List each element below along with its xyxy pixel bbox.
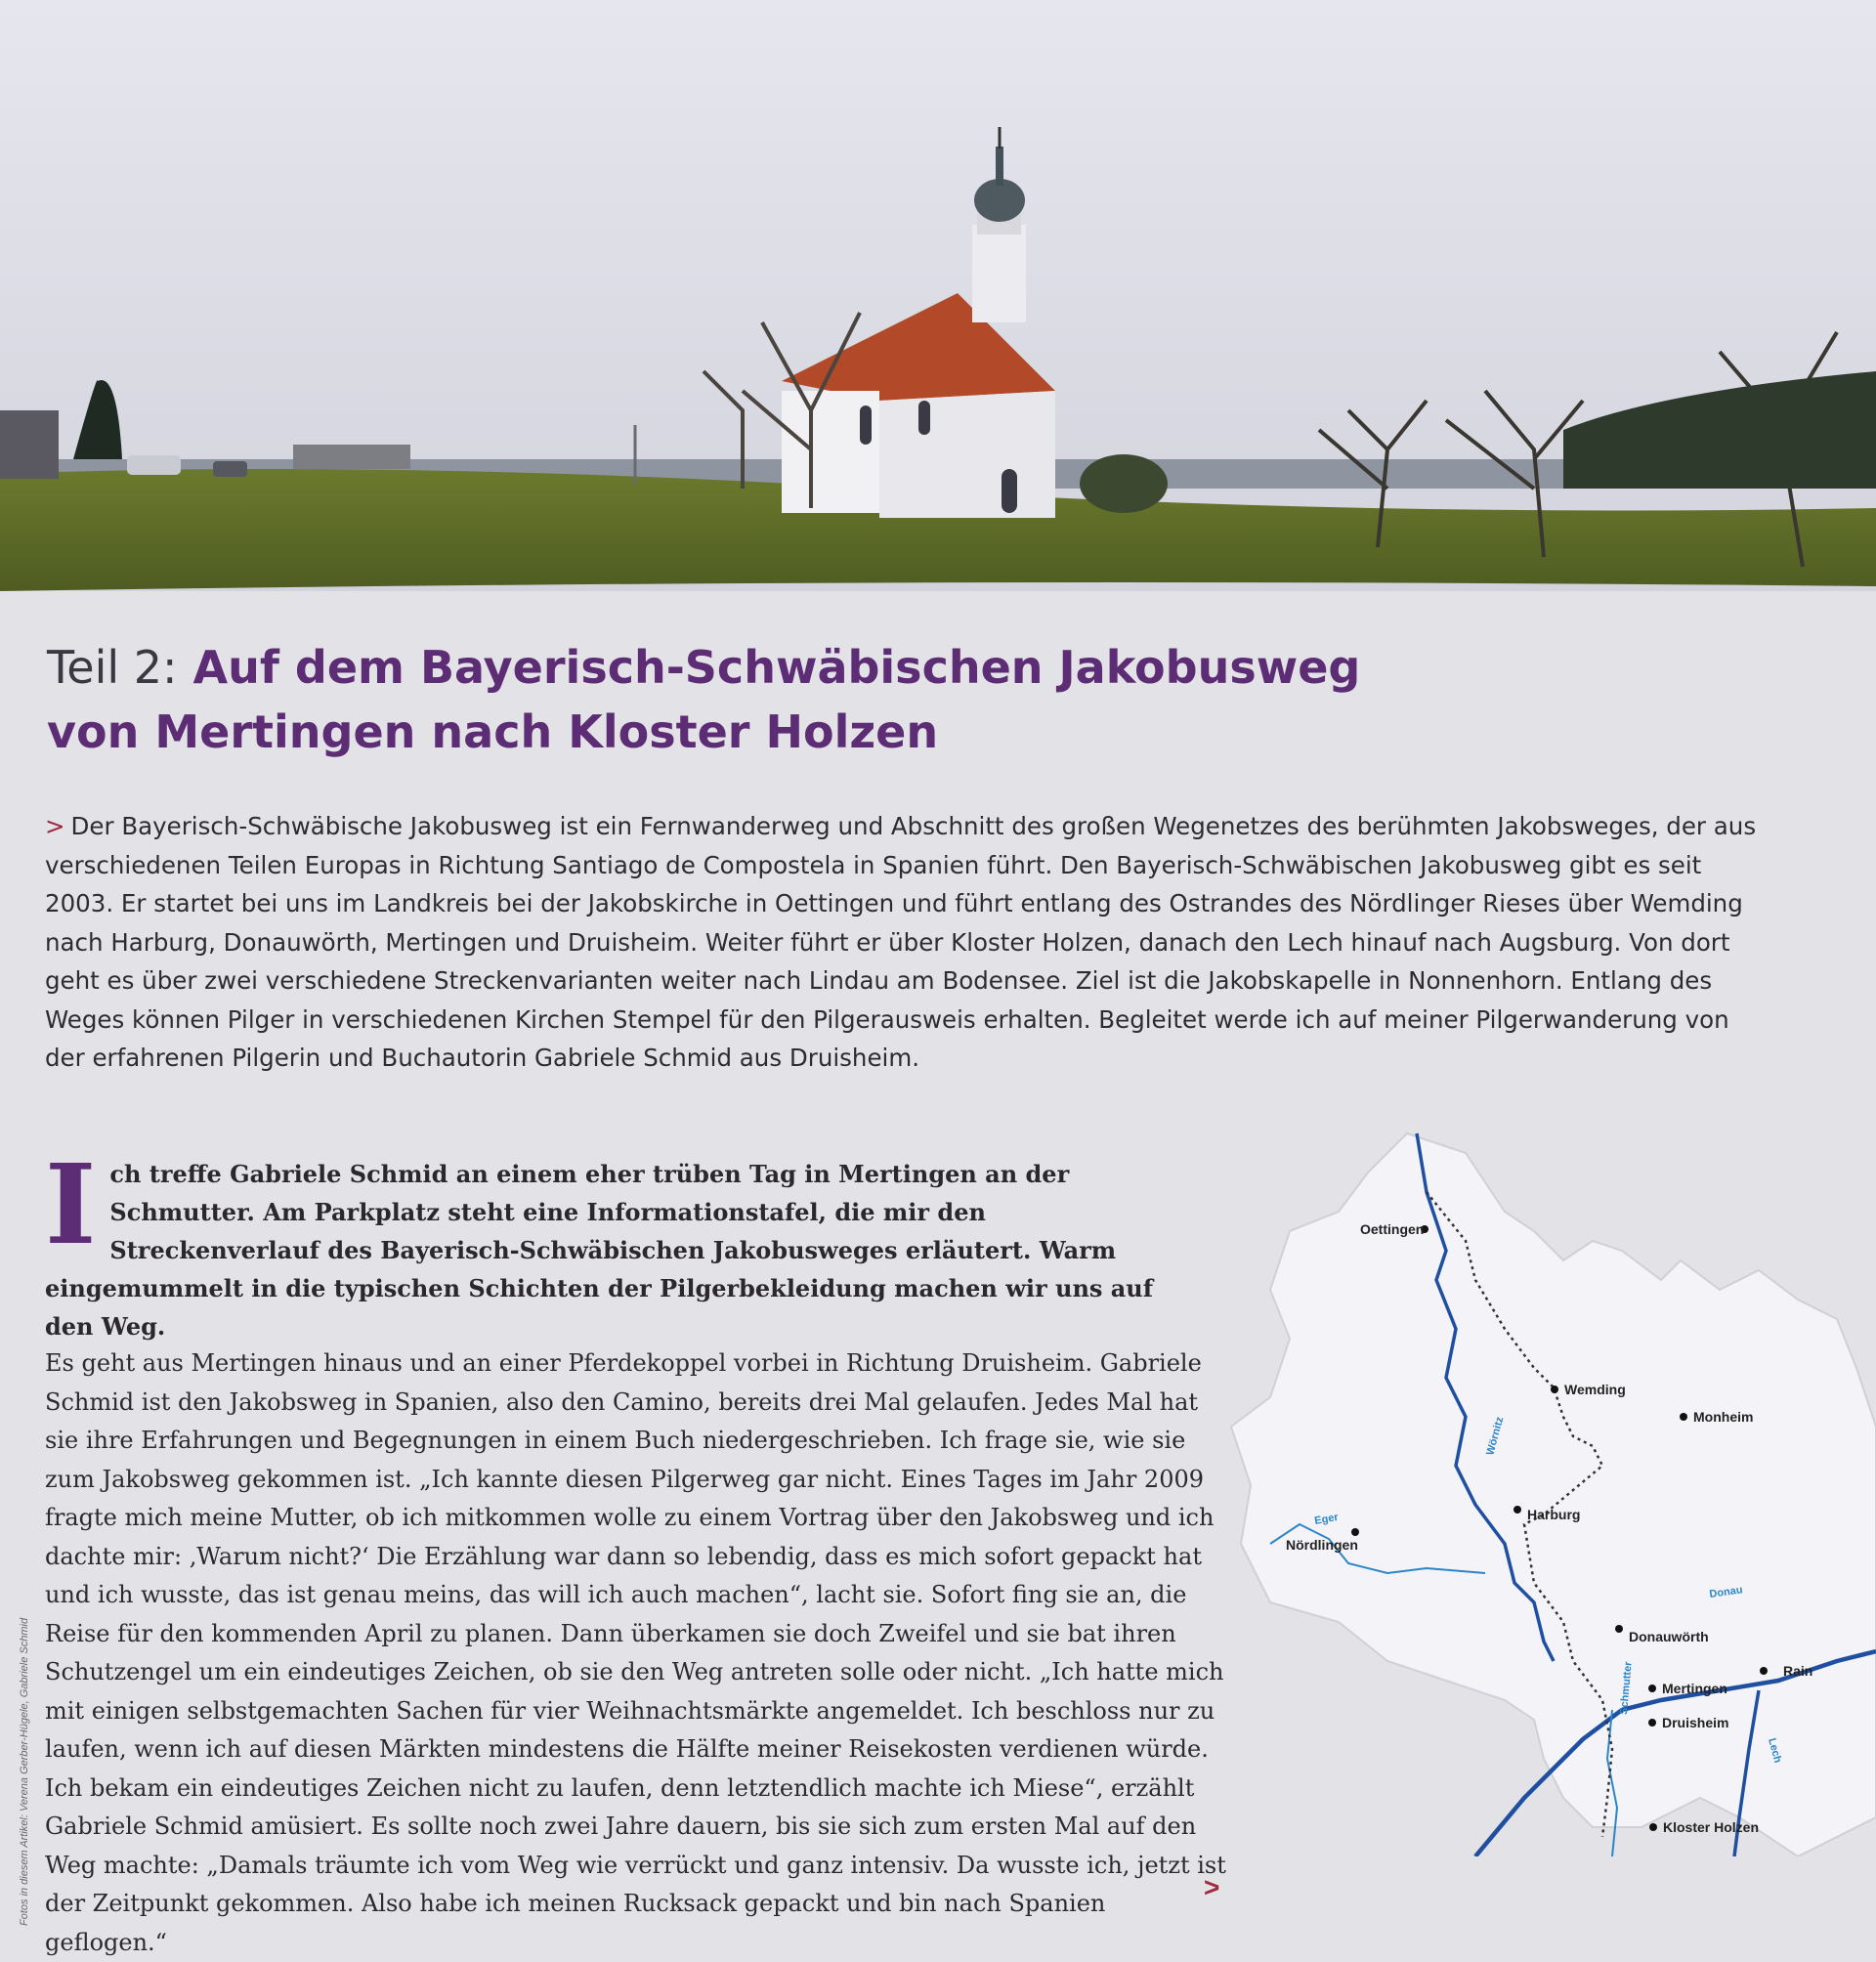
place-harburg: Harburg bbox=[1527, 1507, 1581, 1522]
lead-paragraph bbox=[45, 1141, 1188, 1345]
photo-credit: Fotos in diesem Artikel: Verena Gerber-Hügele, Gabriele Schmid bbox=[19, 1617, 30, 1926]
place-druisheim: Druisheim bbox=[1662, 1715, 1729, 1730]
intro-paragraph bbox=[45, 807, 1765, 1078]
article-title bbox=[47, 635, 1415, 764]
intro-text: Der Bayerisch-Schwäbische Jakobusweg ist ein Fernwanderweg und Abschnitt des großen Wegenetzes des berühmten Jakobsweges, der aus verschiedenen Teilen Europas in Richtung Santiago de Compostela in Spanien führt. Den Bayerisch-Schwäbischen Jakobusweg gibt es seit 2003. Er startet bei uns im Landkreis bei der Jakobskirche in Oettingen und führt entlang des Ostrandes des Nördlinger Rieses über Wemding nach Harburg, Donauwörth, Mertingen und Druisheim. Weiter führt er über Kloster Holzen, danach den Lech hinauf nach Augsburg. Von dort geht es über zwei verschiedene Streckenvarianten weiter nach Lindau am Bodensee. Ziel ist die Jakobskapelle in Nonnenhorn. Entlang des Weges können Pilger in verschiedenen Kirchen Stempel für den Pilgerausweis erhalten. Begleitet werde ich auf meiner Pilgerwanderung von der erfahrenen Pilgerin und Buchautorin Gabriele Schmid aus Druisheim. bbox=[45, 812, 1757, 1072]
drop-cap: I bbox=[45, 1141, 97, 1269]
place-oettingen: Oettingen bbox=[1360, 1221, 1425, 1237]
lead-text: ch treffe Gabriele Schmid an einem eher trüben Tag in Mertingen an der Schmutter. Am Parkplatz steht eine Informationstafel, die mir den Streckenverlauf des Bayerisch-Schwäbischen Jakobusweges erläutert. Warm eingemummelt in die typischen Schichten der Pilgerbekleidung machen wir uns auf den Weg. bbox=[45, 1160, 1154, 1341]
river-label-lech: Lech bbox=[1766, 1736, 1784, 1765]
intro-marker: > bbox=[45, 812, 65, 840]
place-kloster-holzen: Kloster Holzen bbox=[1663, 1819, 1760, 1835]
body-paragraph: Es geht aus Mertingen hinaus und an einer Pferdekoppel vorbei in Richtung Druisheim. Gabriele Schmid ist den Jakobsweg in Spanien, also den Camino, bereits drei Mal gelaufen. Jedes Mal hat sie ihre Erfahrungen und Begegnungen in einem Buch niedergeschrieben. Ich frage sie, wie sie zum Jakobsweg gekommen ist. „Ich kannte diesen Pilgerweg gar nicht. Eines Tages im Jahr 2009 fragte mich meine Mutter, ob ich mitkommen wolle zu einem Vortrag über den Jakobsweg und ich dachte mir: ‚Warum nicht?‘ Die Erzählung war dann so lebendig, dass es mich sofort gepackt hat und ich wusste, das ist genau meins, das will ich auch machen“, lacht sie. Sofort fing sie an, die Reise für den kommenden April zu planen. Dann überkamen sie doch Zweifel und sie bat ihren Schutzengel um ein eindeutiges Zeichen, ob sie den Weg antreten solle oder nicht. „Ich hatte mich mit einigen selbstgemachten Sachen für vier Weihnachtsmärkte angemeldet. Ich beschloss nur zu laufen, wenn ich auf diesen Märkten mindestens die Hälfte meiner Reisekosten verdienen würde. Ich bekam ein eindeutiges Zeichen nicht zu laufen, denn letztendlich machte ich Miese“, erzählt Gabriele Schmid amüsiert. Es sollte noch zwei Jahre dauern, bis sie sich zum ersten Mal auf den Weg machte: „Damals träumte ich vom Weg wie verrückt und ganz intensiv. Da wusste ich, jetzt ist der Zeitpunkt gekommen. Also habe ich meinen Rucksack gepackt und bin nach Spanien geflogen.“ bbox=[45, 1349, 1226, 1956]
continue-marker: > bbox=[1204, 1872, 1220, 1902]
title-prefix: Teil 2: bbox=[47, 641, 178, 694]
place-rain: Rain bbox=[1783, 1663, 1813, 1679]
route-map bbox=[1212, 1114, 1876, 1856]
place-donauwoerth: Donauwörth bbox=[1629, 1629, 1709, 1644]
river-label-eger: Eger bbox=[1313, 1511, 1340, 1527]
title-line-2: von Mertingen nach Kloster Holzen bbox=[47, 705, 939, 758]
chapel-photo bbox=[0, 0, 1876, 591]
river-label-woernitz: Wörnitz bbox=[1484, 1415, 1507, 1457]
river-label-schmutter: Schmutter bbox=[1618, 1661, 1635, 1716]
title-line-1: Auf dem Bayerisch-Schwäbischen Jakobusweg bbox=[192, 641, 1361, 694]
place-mertingen: Mertingen bbox=[1662, 1681, 1727, 1696]
place-noerdlingen: Nördlingen bbox=[1286, 1537, 1358, 1553]
river-label-donau: Donau bbox=[1708, 1584, 1744, 1600]
place-wemding: Wemding bbox=[1564, 1382, 1626, 1397]
place-monheim: Monheim bbox=[1693, 1409, 1754, 1425]
